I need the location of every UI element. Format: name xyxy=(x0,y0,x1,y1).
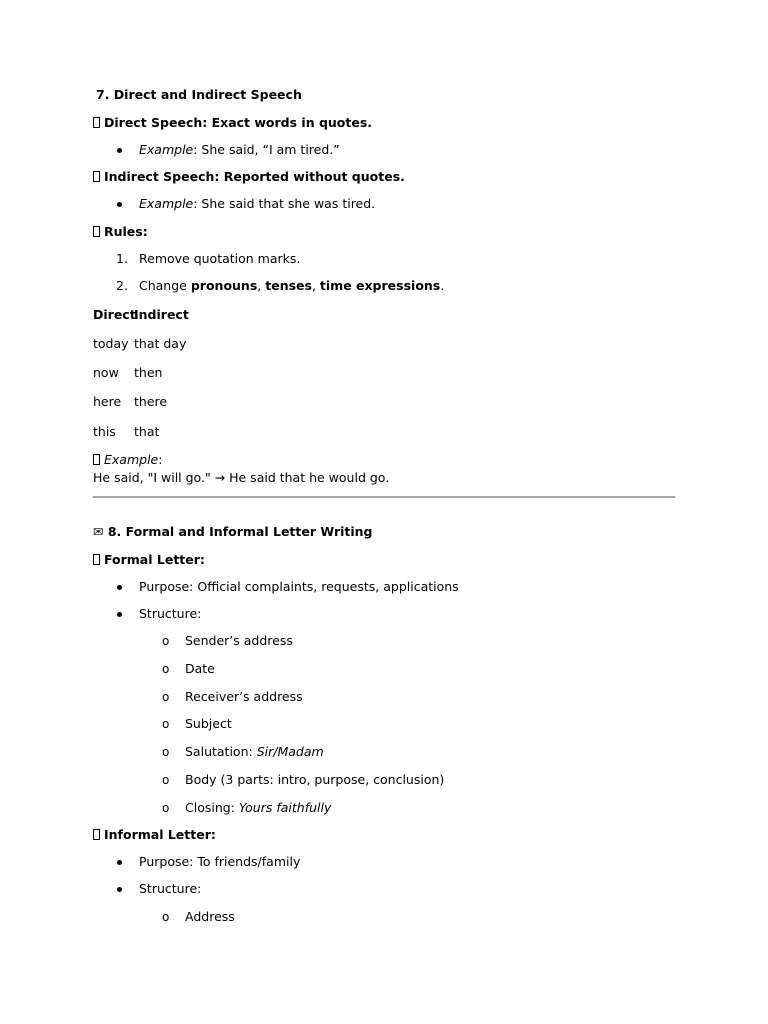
structure-item xyxy=(185,800,331,816)
sub-bullet-icon: o xyxy=(162,773,170,787)
table-cell: now xyxy=(93,365,119,380)
horizontal-rule xyxy=(93,496,675,498)
rules-heading-text: Rules: xyxy=(104,224,148,239)
informal-letter-heading-text: Informal Letter: xyxy=(104,827,216,842)
example-heading xyxy=(93,452,162,468)
sub-bullet-icon: o xyxy=(162,910,170,924)
missing-glyph-icon xyxy=(93,171,100,182)
sub-bullet-icon: o xyxy=(162,717,170,731)
sub-bullet-icon: o xyxy=(162,662,170,676)
structure-item xyxy=(185,744,324,760)
rules-heading xyxy=(93,224,148,240)
list-number: 1. xyxy=(116,251,128,266)
section-title-text: 8. Formal and Informal Letter Writing xyxy=(107,524,373,539)
formal-structure-label: Structure: xyxy=(139,606,202,621)
table-cell: today xyxy=(93,336,129,351)
informal-purpose: Purpose: To friends/family xyxy=(139,854,301,869)
missing-glyph-icon xyxy=(93,117,100,128)
sub-bullet-icon: o xyxy=(162,801,170,815)
structure-item-italic: Sir/Madam xyxy=(256,744,324,759)
example-label: Example xyxy=(104,452,159,467)
rule-text: Change xyxy=(139,278,191,293)
formal-letter-heading-text: Formal Letter: xyxy=(104,552,205,567)
rule-item xyxy=(139,278,444,294)
missing-glyph-icon xyxy=(93,454,100,465)
direct-speech-heading-text: Direct Speech: Exact words in quotes. xyxy=(104,115,373,130)
indirect-speech-example xyxy=(139,196,375,212)
structure-item: Sender’s address xyxy=(185,633,293,648)
sub-bullet-icon: o xyxy=(162,690,170,704)
bullet-icon xyxy=(117,887,122,892)
example-label: Example xyxy=(139,142,194,157)
table-header-indirect: Indirect xyxy=(134,307,189,322)
rule-bold: time expressions xyxy=(319,278,441,293)
bullet-icon xyxy=(117,148,122,153)
bullet-icon xyxy=(117,585,122,590)
structure-item-text: Salutation: xyxy=(185,744,257,759)
bullet-icon xyxy=(117,860,122,865)
formal-letter-heading xyxy=(93,552,205,568)
table-header-direct: Direct xyxy=(93,307,136,322)
envelope-icon: ✉ xyxy=(93,524,104,539)
list-number: 2. xyxy=(116,278,128,293)
sub-bullet-icon: o xyxy=(162,745,170,759)
table-cell: then xyxy=(134,365,163,380)
bullet-icon xyxy=(117,202,122,207)
missing-glyph-icon xyxy=(93,226,100,237)
structure-item-text: Closing: xyxy=(185,800,239,815)
direct-speech-heading xyxy=(93,115,372,131)
table-cell: that xyxy=(134,424,160,439)
indirect-speech-heading xyxy=(93,169,405,185)
table-cell: this xyxy=(93,424,116,439)
rule-bold: pronouns xyxy=(190,278,258,293)
missing-glyph-icon xyxy=(93,554,100,565)
example-sentence: He said, "I will go." → He said that he would go. xyxy=(93,470,390,485)
sub-bullet-icon: o xyxy=(162,634,170,648)
informal-structure-label: Structure: xyxy=(139,881,202,896)
bullet-icon xyxy=(117,612,122,617)
table-cell: here xyxy=(93,394,122,409)
informal-letter-heading xyxy=(93,827,216,843)
table-cell: that day xyxy=(134,336,187,351)
direct-speech-example xyxy=(139,142,340,158)
rule-sep: . xyxy=(440,278,445,293)
structure-item-italic: Yours faithfully xyxy=(238,800,332,815)
structure-item: Subject xyxy=(185,716,232,731)
structure-item: Address xyxy=(185,909,235,924)
indirect-speech-heading-text: Indirect Speech: Reported without quotes. xyxy=(104,169,405,184)
missing-glyph-icon xyxy=(93,829,100,840)
formal-purpose: Purpose: Official complaints, requests, applications xyxy=(139,579,459,594)
structure-item: Receiver’s address xyxy=(185,689,303,704)
structure-item: Date xyxy=(185,661,215,676)
section-title xyxy=(93,524,373,540)
rule-sep: , xyxy=(311,278,320,293)
rule-sep: , xyxy=(257,278,266,293)
table-cell: there xyxy=(134,394,168,409)
example-label: Example xyxy=(139,196,194,211)
example-text: : She said that she was tired. xyxy=(193,196,376,211)
example-text: : She said, “I am tired.” xyxy=(193,142,340,157)
rule-bold: tenses xyxy=(265,278,312,293)
structure-item: Body (3 parts: intro, purpose, conclusion) xyxy=(185,772,445,787)
rule-item: Remove quotation marks. xyxy=(139,251,301,266)
example-colon: : xyxy=(158,452,163,467)
section-title: 7. Direct and Indirect Speech xyxy=(96,87,302,102)
